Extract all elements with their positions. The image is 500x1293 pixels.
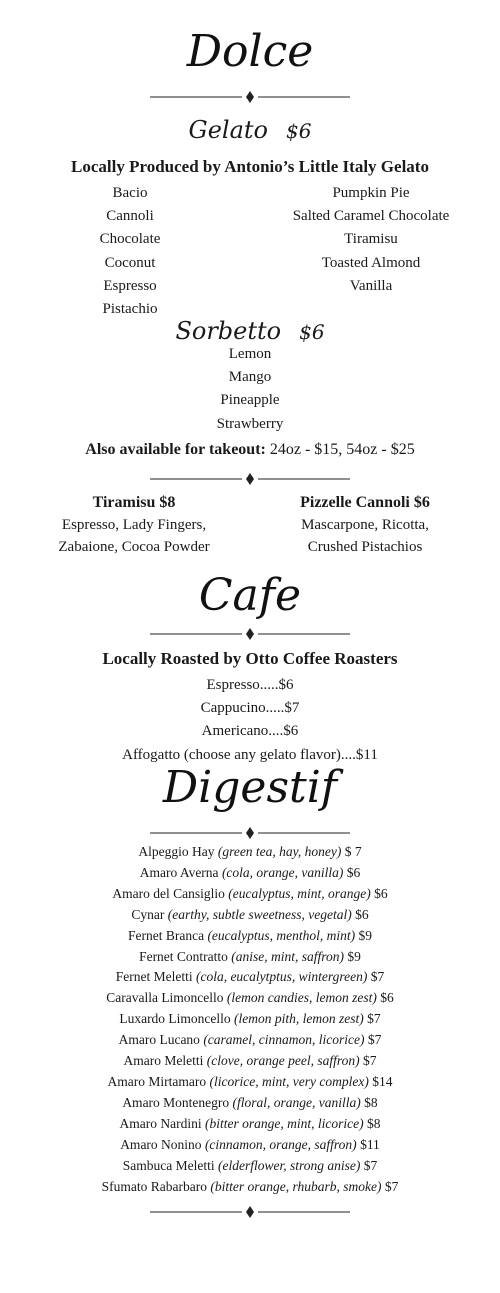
digestif-item (0, 1051, 500, 1072)
digestif-name: Sfumato Rabarbaro (101, 1178, 207, 1194)
digestif-item (0, 926, 500, 947)
digestif-price: $7 (367, 1032, 382, 1048)
list-item: Affogatto (choose any gelato flavor)....$11 (122, 746, 378, 763)
list-item: Tiramisu (344, 231, 398, 248)
list-item: Espresso (103, 277, 157, 294)
digestif-item (0, 1177, 500, 1198)
section-divider (0, 472, 500, 486)
digestif-name: Amaro del Cansiglio (112, 885, 225, 901)
digestif-price: $8 (366, 1115, 381, 1131)
section-divider (0, 90, 500, 104)
list-item: Coconut (104, 254, 156, 271)
digestif-price: $9 (358, 927, 373, 943)
list-item: Bacio (112, 185, 148, 201)
digestif-notes: (lemon pith, lemon zest) (234, 1011, 364, 1027)
digestif-name: Fernet Contratto (139, 948, 228, 964)
list-item: Espresso.....$6 (206, 677, 294, 693)
digestif-notes: (cinnamon, orange, saffron) (204, 1136, 357, 1152)
digestif-item (0, 842, 500, 863)
digestif-notes: (cola, eucalytptus, wintergreen) (195, 969, 368, 985)
digestif-price: $7 (362, 1053, 377, 1069)
section-divider (0, 826, 500, 840)
digestif-heading: Digestif (162, 762, 338, 813)
digestif-name: Caravalla Limoncello (106, 990, 224, 1006)
list-item: Pistachio (102, 301, 158, 318)
digestif-price: $6 (355, 906, 369, 922)
sorbetto-flavors (0, 343, 500, 436)
gelato-title: Gelato (188, 116, 268, 144)
digestif-name: Amaro Averna (139, 864, 219, 880)
digestif-notes: (eucalyptus, mint, orange) (228, 885, 371, 901)
dessert-name: Tiramisu $8 (92, 494, 176, 511)
list-item: Pineapple (220, 392, 280, 409)
digestif-name: Amaro Montenegro (122, 1094, 230, 1110)
digestif-item (0, 1030, 500, 1051)
digestif-notes: (anise, mint, saffron) (231, 948, 345, 964)
cafe-heading: Cafe (198, 570, 302, 621)
digestif-price: $14 (372, 1073, 393, 1089)
digestif-item (0, 863, 500, 884)
digestif-price: $ 7 (344, 844, 362, 859)
list-item: Cappucino.....$7 (200, 700, 300, 717)
gelato-flavors-right (276, 182, 466, 298)
dessert-pizzelle-cannoli (245, 492, 485, 558)
dessert-name: Pizzelle Cannoli $6 (300, 494, 430, 511)
cafe-roaster: Locally Roasted by Otto Coffee Roasters (102, 649, 398, 668)
sorbetto-title: Sorbetto (175, 317, 282, 345)
digestif-price: $8 (364, 1094, 378, 1110)
digestif-item (0, 1072, 500, 1093)
list-item: Vanilla (349, 277, 393, 294)
digestif-notes: (cola, orange, vanilla) (221, 864, 344, 880)
gelato-producer: Locally Produced by Antonio’s Little Italy Gelato (71, 157, 429, 176)
digestif-name: Amaro Lucano (118, 1032, 200, 1048)
digestif-name: Luxardo Limoncello (119, 1011, 231, 1027)
digestif-name: Amaro Nonino (120, 1136, 202, 1152)
digestif-price: $7 (367, 1011, 381, 1027)
digestif-item (0, 1135, 500, 1156)
digestif-notes: (bitter orange, mint, licorice) (205, 1115, 364, 1131)
digestif-item (0, 988, 500, 1009)
digestif-price: $6 (374, 885, 388, 901)
digestif-item (0, 1009, 500, 1030)
digestif-notes: (licorice, mint, very complex) (209, 1073, 369, 1089)
list-item: Toasted Almond (321, 254, 421, 271)
digestif-item (0, 967, 500, 988)
dolce-heading: Dolce (186, 26, 314, 77)
digestif-notes: (earthy, subtle sweetness, vegetal) (167, 906, 352, 922)
digestif-name: Fernet Meletti (115, 969, 193, 985)
digestif-item (0, 1156, 500, 1177)
digestif-item (0, 905, 500, 926)
dessert-desc: Mascarpone, Ricotta, (301, 517, 429, 533)
digestif-name: Fernet Branca (127, 927, 205, 943)
digestif-list (0, 842, 500, 1197)
digestif-price: $9 (347, 948, 361, 964)
digestif-notes: (clove, orange peel, saffron) (206, 1053, 360, 1069)
gelato-flavors-left (60, 182, 200, 321)
list-item: Cannoli (106, 208, 154, 225)
digestif-name: Amaro Meletti (123, 1053, 204, 1069)
section-divider (0, 627, 500, 641)
list-item: Lemon (228, 346, 272, 362)
digestif-price: $7 (370, 969, 385, 985)
digestif-item (0, 884, 500, 905)
sorbetto-heading (0, 317, 500, 345)
dessert-desc: Espresso, Lady Fingers, (61, 517, 207, 533)
dessert-desc: Zabaione, Cocoa Powder (58, 539, 210, 555)
list-item: Chocolate (99, 231, 161, 248)
dessert-tiramisu (14, 492, 254, 558)
takeout-sizes: 24oz - $15, 54oz - $25 (269, 441, 415, 458)
digestif-price: $6 (380, 990, 394, 1006)
digestif-price: $11 (360, 1136, 380, 1152)
digestif-name: Cynar (131, 906, 165, 922)
digestif-item (0, 1114, 500, 1135)
gelato-price: $6 (286, 119, 312, 143)
takeout-line (0, 441, 500, 459)
list-item: Americano....$6 (201, 723, 299, 740)
digestif-notes: (elderflower, strong anise) (217, 1157, 361, 1173)
sorbetto-price: $6 (299, 320, 325, 344)
list-item: Pumpkin Pie (332, 185, 410, 201)
list-item: Mango (228, 369, 272, 386)
digestif-price: $7 (384, 1178, 399, 1194)
digestif-notes: (eucalyptus, menthol, mint) (207, 927, 356, 943)
digestif-notes: (lemon candies, lemon zest) (226, 990, 377, 1006)
digestif-name: Amaro Nardini (119, 1115, 202, 1131)
gelato-heading (0, 116, 500, 144)
digestif-notes: (floral, orange, vanilla) (232, 1094, 361, 1110)
digestif-price: $7 (363, 1157, 378, 1173)
digestif-item (0, 1093, 500, 1114)
digestif-name: Sambuca Meletti (122, 1157, 215, 1173)
section-divider (0, 1205, 500, 1219)
list-item: Salted Caramel Chocolate (292, 208, 450, 225)
digestif-name: Amaro Mirtamaro (107, 1073, 207, 1089)
digestif-notes: (green tea, hay, honey) (217, 844, 342, 859)
digestif-notes: (caramel, cinnamon, licorice) (203, 1032, 365, 1048)
list-item: Strawberry (216, 415, 284, 432)
digestif-item (0, 947, 500, 968)
digestif-name: Alpeggio Hay (138, 844, 215, 859)
dessert-desc: Crushed Pistachios (307, 539, 423, 555)
digestif-notes: (bitter orange, rhubarb, smoke) (210, 1178, 382, 1194)
digestif-price: $6 (346, 864, 361, 880)
cafe-items (0, 674, 500, 767)
takeout-label: Also available for takeout: (85, 441, 266, 458)
